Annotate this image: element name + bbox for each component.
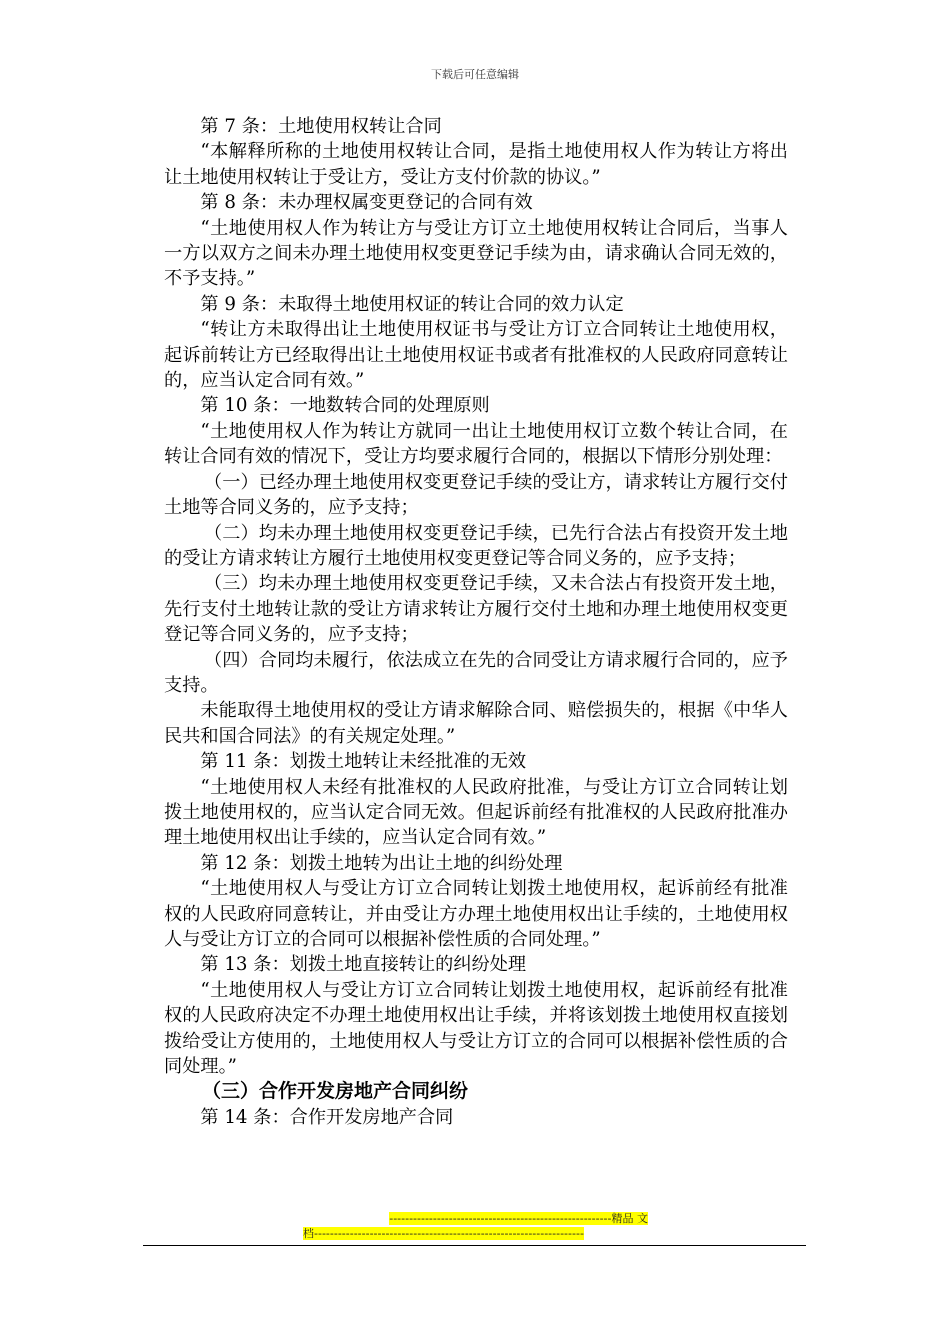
footer-watermark-line2: 档-------------------------------------------------------------------- — [303, 1227, 584, 1240]
paragraph: 第 9 条：未取得土地使用权证的转让合同的效力认定 — [200, 293, 624, 315]
paragraph: 第 14 条：合作开发房地产合同 — [200, 1106, 454, 1128]
paragraph: 第 8 条：未办理权属变更登记的合同有效 — [200, 192, 533, 214]
document-body — [164, 114, 788, 1130]
list-item-paragraph: （三）均未办理土地使用权变更登记手续，又未合法占有投资开发土地，先行支付土地转让款的受让方请求转让方履行交付土地和办理土地使用权变更登记等合同义务的，应予支持； — [164, 573, 788, 646]
paragraph: “转让方未取得出让土地使用权证书与受让方订立合同转让土地使用权，起诉前转让方已经取得出让土地使用权证书或者有批准权的人民政府同意转让的，应当认定合同有效。” — [164, 319, 788, 392]
paragraph: “土地使用权人未经有批准权的人民政府批准，与受让方订立合同转让划拨土地使用权的，应当认定合同无效。但起诉前经有批准权的人民政府批准办理土地使用权出让手续的，应当认定合同有效。” — [164, 776, 788, 849]
paragraph: 第 12 条：划拨土地转为出让土地的纠纷处理 — [200, 852, 563, 874]
paragraph: 未能取得土地使用权的受让方请求解除合同、赔偿损失的，根据《中华人民共和国合同法》的有关规定处理。” — [164, 700, 788, 747]
paragraph: “土地使用权人作为转让方就同一出让土地使用权订立数个转让合同，在转让合同有效的情况下，受让方均要求履行合同的，根据以下情形分别处理： — [164, 420, 788, 468]
paragraph: 第 11 条：划拨土地转让未经批准的无效 — [200, 751, 527, 773]
page-header: 下载后可任意编辑 — [431, 68, 519, 81]
paragraph: 第 7 条：土地使用权转让合同 — [200, 116, 442, 137]
section-heading: （三）合作开发房地产合同纠纷 — [202, 1080, 469, 1103]
paragraph: 第 13 条：划拨土地直接转让的纠纷处理 — [200, 954, 527, 976]
paragraph: “本解释所称的土地使用权转让合同，是指土地使用权人作为转让方将出让土地使用权转让于受让方，受让方支付价款的协议。” — [164, 141, 788, 188]
paragraph: “土地使用权人与受让方订立合同转让划拨土地使用权，起诉前经有批准权的人民政府决定不办理土地使用权出让手续，并将该划拨土地使用权直接划拨给受让方使用的，土地使用权人与受让方订立的合同可以根据补偿性质的合同处理。” — [164, 979, 788, 1078]
list-item-paragraph: （二）均未办理土地使用权变更登记手续，已先行合法占有投资开发土地的受让方请求转让方履行土地使用权变更登记等合同义务的，应予支持； — [164, 522, 788, 569]
footer-watermark — [303, 1211, 648, 1241]
paragraph: “土地使用权人作为转让方与受让方订立土地使用权转让合同后，当事人一方以双方之间未办理土地使用权变更登记手续为由，请求确认合同无效的，不予支持。” — [164, 217, 788, 290]
paragraph: “土地使用权人与受让方订立合同转让划拨土地使用权，起诉前经有批准权的人民政府同意转让，并由受让方办理土地使用权出让手续的，土地使用权人与受让方订立的合同可以根据补偿性质的合同处理。” — [164, 878, 788, 950]
list-item-paragraph: （四）合同均未履行，依法成立在先的合同受让方请求履行合同的，应予支持。 — [164, 649, 788, 696]
list-item-paragraph: （一）已经办理土地使用权变更登记手续的受让方，请求转让方履行交付土地等合同义务的，应予支持； — [164, 471, 788, 519]
paragraph: 第 10 条：一地数转合同的处理原则 — [200, 395, 490, 417]
footer-divider — [143, 1245, 806, 1246]
footer-watermark-line1: --------------------------------------------------------精品 文 — [389, 1212, 648, 1225]
